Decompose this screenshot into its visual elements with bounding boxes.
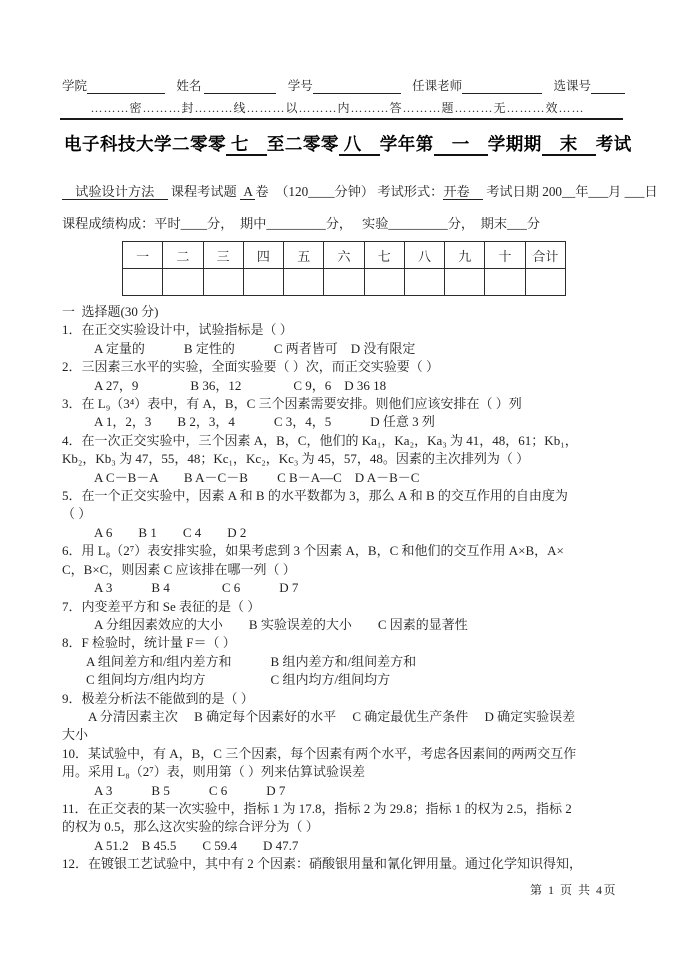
questions-body <box>62 303 645 874</box>
fill-blank-underline: 七 <box>226 134 267 154</box>
score-table-column-header: 九 <box>445 242 485 269</box>
score-table-empty-cell <box>123 269 163 296</box>
score-table-empty-cell <box>284 269 324 296</box>
course-info-line <box>62 181 658 200</box>
question-line: A 分组因素效应的大小 B 实验误差的大小 C 因素的显著性 <box>94 616 468 632</box>
question-line: 3．在 L₉（3⁴）表中，有 A，B，C 三个因素需要安排。则他们应该安排在（ ）列 <box>62 396 522 412</box>
score-table-column-header: 五 <box>284 242 324 269</box>
question-line: A 27，9 B 36，12 C 9，6 D 36 18 <box>94 377 387 393</box>
fill-blank-line <box>462 80 542 94</box>
grade-composition-line: 课程成绩构成：平时____分， 期中_________分， 实验_________分， 期末___分 <box>62 216 541 231</box>
question-line: A 6 B 1 C 4 D 2 <box>94 524 247 540</box>
text-segment: 至二零零 <box>266 134 339 154</box>
score-table-empty-row <box>123 269 566 296</box>
question-line: A 51.2 B 45.5 C 59.4 D 47.7 <box>94 837 299 853</box>
text-segment: 学期期 <box>487 134 542 154</box>
question-line: 11．在正交表的某一次实验中，指标 1 为 17.8，指标 2 为 29.8；指标 1 的权为 2.5，指标 2 <box>62 800 572 816</box>
score-table-header-row <box>123 242 566 269</box>
question-line: 6．用 L₈（2⁷）表安排实验，如果考虑到 3 个因素 A，B，C 和他们的交互作用 A×B，A× <box>62 543 564 559</box>
section-heading: 一 选择题(30 分) <box>62 304 159 319</box>
text-segment: 考试日期 200__年___月 ___日 <box>482 184 658 199</box>
fill-blank-underline: 末 <box>541 134 596 154</box>
header-field-label: 选课号 <box>553 79 591 93</box>
question-line: 7．内变差平方和 Se 表征的是（ ） <box>62 598 261 614</box>
score-table-empty-cell <box>445 269 485 296</box>
exam-title <box>64 131 632 156</box>
question-lines <box>62 321 645 873</box>
score-table-column-header: 八 <box>404 242 444 269</box>
score-table-column-header: 六 <box>324 242 364 269</box>
score-table-empty-cell <box>203 269 243 296</box>
header-field <box>553 76 625 94</box>
score-table-empty-cell <box>525 269 565 296</box>
question-line: 大小 <box>62 727 89 743</box>
question-line: 用。采用 L₈（2⁷）表，则用第（ ）列来估算试验误差 <box>62 764 366 780</box>
question-line: 12．在镀银工艺试验中，其中有 2 个因素：硝酸银用量和氰化钾用量。通过化学知识得知， <box>62 856 583 872</box>
fill-blank-line <box>591 80 625 94</box>
question-line: A 1，2，3 B 2，3，4 C 3，4，5 D 任意 3 列 <box>94 414 435 430</box>
header-field <box>176 76 276 94</box>
question-line: A 定量的 B 定性的 C 两者皆可 D 没有限定 <box>94 340 416 356</box>
score-table-column-header: 七 <box>364 242 404 269</box>
question-line: 4．在一次正交实验中，三个因素 A，B，C，他们的 Ka₁，Ka₂，Ka₃ 为 41，48，61；Kb₁， <box>62 432 578 448</box>
score-table-column-header: 四 <box>243 242 283 269</box>
question-line: 9．极差分析法不能做到的是（ ） <box>62 690 254 706</box>
text-segment: 学年第 <box>379 134 434 154</box>
score-table-empty-cell <box>243 269 283 296</box>
fill-blank-underline: 八 <box>338 134 380 154</box>
header-field-label: 学号 <box>287 79 313 93</box>
question-line: Kb₂，Kb₃ 为 47，55，48；Kc₁，Kc₂，Kc₃ 为 45，57，48。因素的主次排列为（ ） <box>62 451 530 467</box>
page-number: 第 1 页 共 4页 <box>529 883 617 897</box>
header-field-label: 学院 <box>62 79 88 93</box>
question-line: 10．某试验中，有 A，B，C 三个因素，每个因素有两个水平，考虑各因素间的两两交互作 <box>62 745 577 761</box>
header-field <box>62 76 165 94</box>
question-line: A 3 B 5 C 6 D 7 <box>94 782 286 798</box>
question-line: A 分清因素主次 B 确定每个因素好的水平 C 确定最优生产条件 D 确定实验误差 <box>88 708 576 724</box>
fill-blank-underline: 开卷 <box>443 184 483 199</box>
question-line: C 组间均方/组内均方 C 组内均方/组间均方 <box>86 672 391 688</box>
fill-blank-underline: 试验设计方法 <box>62 184 168 199</box>
score-table-column-header: 合计 <box>525 242 565 269</box>
question-line: A 组间差方和/组内差方和 B 组内差方和/组间差方和 <box>86 653 417 669</box>
fill-blank-line <box>313 80 401 94</box>
score-table-empty-cell <box>485 269 525 296</box>
fill-blank-line <box>204 80 276 94</box>
score-table-empty-cell <box>404 269 444 296</box>
header-fields <box>62 76 625 94</box>
score-table-column-header: 三 <box>203 242 243 269</box>
header-field <box>288 76 401 94</box>
question-line: A C－B－A B A－C－B C B－A—C D A－B－C <box>94 469 420 485</box>
fill-blank-line <box>87 80 165 94</box>
score-table-empty-cell <box>163 269 203 296</box>
question-line: 5．在一个正交实验中，因素 A 和 B 的水平数都为 3，那么 A 和 B 的交互作用的自由度为 <box>62 488 568 504</box>
score-table-empty-cell <box>324 269 364 296</box>
question-line: 2．三因素三水平的实验，全面实验要（ ）次，而正交实验要（ ） <box>62 359 440 375</box>
header-field-label: 任课老师 <box>412 79 463 93</box>
score-table-column-header: 二 <box>163 242 203 269</box>
score-table-column-header: 一 <box>123 242 163 269</box>
score-table-empty-cell <box>364 269 404 296</box>
question-line: 8．F 检验时，统计量 F＝（ ） <box>62 635 236 651</box>
seal-line: ………密………封………线………以………内………答………题………无………效…… <box>90 101 585 115</box>
text-segment: 电子科技大学二零零 <box>64 134 226 154</box>
text-segment: 课程考试题 <box>167 184 241 199</box>
text-segment: 考试 <box>595 134 632 154</box>
header-field-label: 姓名 <box>176 79 205 93</box>
question-line: C，B×C，则因素 C 应该排在哪一列（ ） <box>62 561 296 577</box>
score-table-column-header: 十 <box>485 242 525 269</box>
fill-blank-underline: A <box>240 184 256 199</box>
header-divider <box>60 118 623 120</box>
score-table <box>122 241 566 296</box>
text-segment: 卷 （120____分钟） 考试形式： <box>255 184 444 199</box>
header-field <box>412 76 542 94</box>
question-line: 1．在正交实验设计中，试验指标是（ ） <box>62 322 293 338</box>
question-line: （ ） <box>62 506 92 522</box>
question-line: A 3 B 4 C 6 D 7 <box>94 580 299 596</box>
fill-blank-underline: 一 <box>433 134 488 154</box>
question-line: 的权为 0.5，那么这次实验的综合评分为（ ） <box>62 819 319 835</box>
